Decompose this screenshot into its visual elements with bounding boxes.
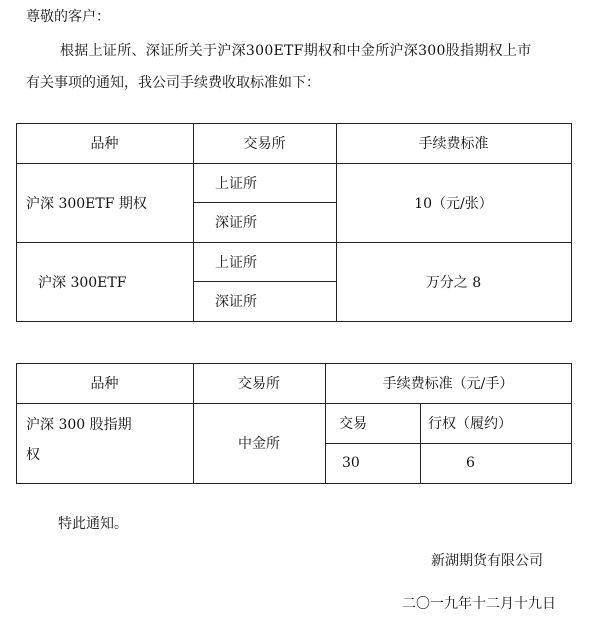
t2-trade-fee: 30 [342,455,360,471]
intro-line-1: 根据上证所、深证所关于沪深300ETF期权和中金所沪深300股指期权上市 [60,43,532,59]
salutation: 尊敬的客户： [26,9,110,25]
t2-header-variety: 品种 [90,376,119,392]
t1-row1-exchange-1: 上证所 [215,175,257,192]
t1-row2-variety: 沪深 300ETF [38,274,127,291]
company-name: 新湖期货有限公司 [431,553,543,569]
t2-row-variety-line1: 沪深 300 股指期 [26,417,132,433]
t1-row1-variety: 沪深 300ETF 期权 [26,195,147,212]
t2-row-exchange: 中金所 [238,436,280,452]
t2-header-exchange: 交易所 [238,376,280,392]
t1-header-variety: 品种 [90,136,119,152]
t1-row1-exchange-2: 深证所 [215,215,257,231]
notice-date: 二〇一九年十二月十九日 [402,596,556,612]
intro-line-2: 有关事项的通知，我公司手续费收取标准如下： [26,75,320,91]
t2-subheader-exercise: 行权（履约） [428,416,512,432]
t1-row2-fee: 万分之 8 [425,274,482,291]
t1-row2-exchange-1: 上证所 [215,254,257,271]
t2-row-variety-line2: 权 [26,447,40,463]
t1-header-exchange: 交易所 [243,136,286,152]
t1-row2-exchange-2: 深证所 [215,294,257,310]
closing-text: 特此通知。 [58,516,128,532]
t2-subheader-trade: 交易 [339,416,367,432]
t2-header-fee: 手续费标准（元/手） [382,376,514,392]
t1-header-fee: 手续费标准 [418,136,489,152]
t1-row1-fee: 10（元/张） [414,195,493,212]
t2-exercise-fee: 6 [466,455,475,471]
